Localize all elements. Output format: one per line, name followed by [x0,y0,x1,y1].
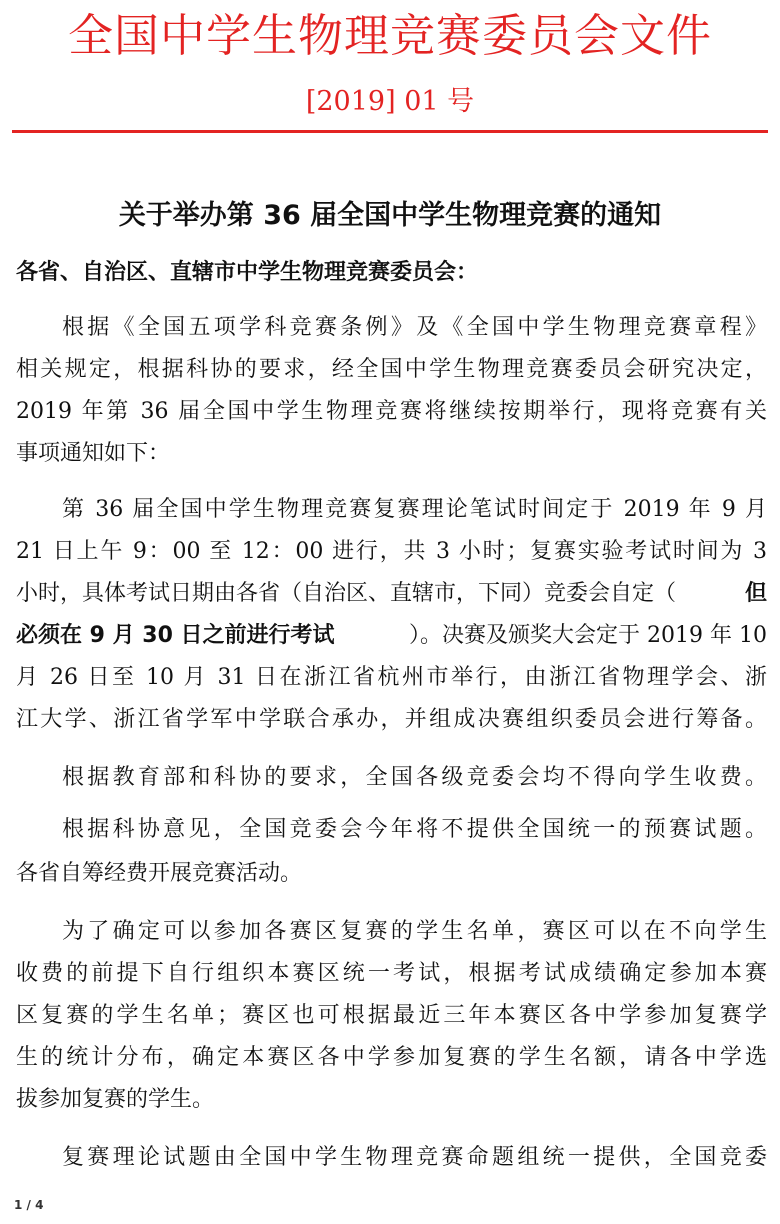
issuer-header: 全国中学生物理竞赛委员会文件 [67,9,712,62]
body-line: 21 日上午 9：00 至 12：00 进行，共 3 小时；复赛实验考试时间为 3 [16,539,767,564]
body-line: 相关规定，根据科协的要求，经全国中学生物理竞赛委员会研究决定， [16,357,767,382]
body-line: 拔参加复赛的学生。 [16,1087,215,1112]
page-indicator: 1 / 4 [14,1198,44,1212]
document-number: [2019] 01 号 [305,86,475,117]
body-line [16,578,767,610]
body-line: 江大学、浙江省学军中学联合承办，并组成决赛组织委员会进行筹备。 [16,707,767,732]
body-line: 各省自筹经费开展竞赛活动。 [16,861,303,886]
body-line: 生的统计分布，确定本赛区各中学参加复赛的学生名额，请各中学选 [16,1045,767,1070]
body-line: 复赛理论试题由全国中学生物理竞赛命题组统一提供，全国竞委 [62,1145,767,1170]
body-line: 根据《全国五项学科竞赛条例》及《全国中学生物理竞赛章程》 [62,315,767,340]
body-line: 为了确定可以参加各赛区复赛的学生名单，赛区可以在不向学生 [62,919,767,944]
body-text: ）。决赛及颁奖大会定于 2019 年 10 [409,623,767,648]
body-line: 区复赛的学生名单；赛区也可根据最近三年本赛区各中学参加复赛学 [16,1003,767,1028]
header-divider [12,130,768,133]
body-text: 小时，具体考试日期由各省（自治区、直辖市，下同）竞委会自定（ [16,581,677,606]
emphasis-text: 但 [744,581,767,606]
notice-title: 关于举办第 36 届全国中学生物理竞赛的通知 [118,200,662,231]
addressee-line: 各省、自治区、直辖市中学生物理竞赛委员会： [16,260,479,285]
body-line: 2019 年第 36 届全国中学生物理竞赛将继续按期举行，现将竞赛有关 [16,399,767,424]
body-line: 收费的前提下自行组织本赛区统一考试，根据考试成绩确定参加本赛 [16,961,767,986]
body-line: 根据教育部和科协的要求，全国各级竞委会均不得向学生收费。 [62,765,767,790]
body-line: 第 36 届全国中学生物理竞赛复赛理论笔试时间定于 2019 年 9 月 [62,497,767,522]
body-line: 根据科协意见，全国竞委会今年将不提供全国统一的预赛试题。 [62,817,767,842]
body-line: 事项通知如下： [16,441,171,466]
body-line [16,620,767,652]
body-line: 月 26 日至 10 月 31 日在浙江省杭州市举行，由浙江省物理学会、浙 [16,665,767,690]
emphasis-text: 必须在 9 月 30 日之前进行考试 [16,623,335,648]
